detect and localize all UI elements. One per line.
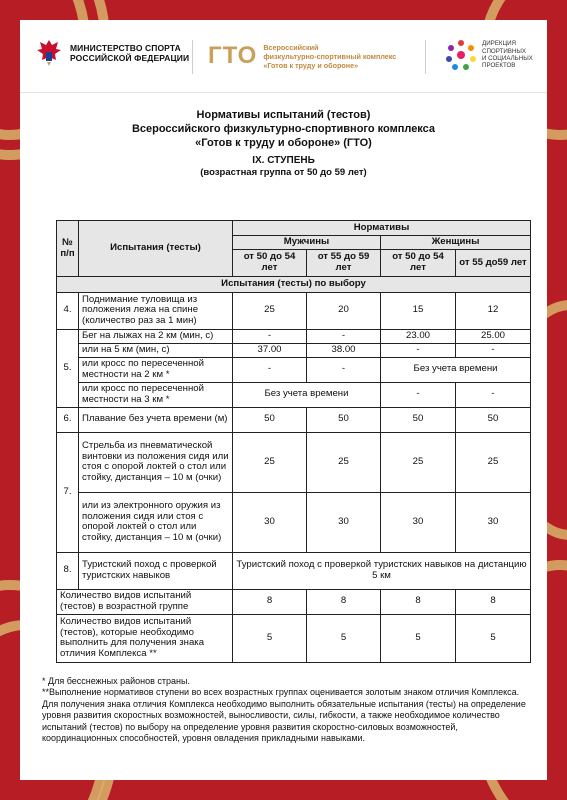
table-row: [57, 357, 531, 382]
age-group: (возрастная группа от 50 до 59 лет): [200, 167, 367, 178]
ministry-name-line: МИНИСТЕРСТВО СПОРТА: [70, 43, 181, 53]
norm-value: 25: [307, 432, 381, 492]
test-name: Бег на лыжах на 2 км (мин, с): [79, 329, 233, 343]
norm-value: 5: [307, 614, 381, 662]
norm-value: -: [381, 382, 456, 407]
norm-value: 8: [233, 589, 307, 614]
gto-subtitle-line: «Готов к труду и обороне»: [263, 60, 359, 70]
norms-table: [56, 220, 531, 663]
directorate-line: СПОРТИВНЫХ: [482, 47, 527, 55]
stage-title: IX. СТУПЕНЬ: [252, 155, 315, 166]
norm-value: -: [381, 343, 456, 357]
document-sheet: [20, 20, 547, 780]
row-number: 8.: [57, 552, 79, 589]
table-row: [57, 343, 531, 357]
table-row: [57, 432, 531, 492]
directorate-line: ДИРЕКЦИЯ: [482, 40, 516, 48]
header-norms: Нормативы: [233, 221, 531, 236]
ministry-name-line: РОССИЙСКОЙ ФЕДЕРАЦИИ: [70, 53, 190, 63]
norm-value: -: [233, 357, 307, 382]
merged-norm-value: Туристский поход с проверкой туристских навыков на дистанцию 5 км: [233, 552, 531, 589]
table-row: [57, 407, 531, 432]
test-name: Плавание без учета времени (м): [79, 407, 233, 432]
table-row: [57, 589, 531, 614]
title-line: Нормативы испытаний (тестов): [196, 109, 371, 121]
table-row: [57, 492, 531, 552]
gto-subtitle-line: Всероссийский: [263, 42, 319, 52]
norm-value: 50: [381, 407, 456, 432]
footnote: **Выполнение нормативов ступени во всех возрастных группах оценивается золотым знаком отличия Комплекса. Для получения знака отличия Комплекса необходимо выполнить обязательные испытания (тесты) на определение уровня развития скоростных возможностей, выносливости, силы, гибкости, а также необходимое количество испытаний (тестов) по выбору на определение уровня развития скоростно-силовых возможностей, координационных способностей, уровня овладения прикладными навыками.: [42, 687, 526, 744]
section-header: Испытания (тесты) по выбору: [57, 277, 531, 293]
test-name: или из электронного оружия из положения сидя или стоя с опорой локтей о стол или стойку, дистанция – 10 м (очки): [79, 492, 233, 552]
norm-value: 37.00: [233, 343, 307, 357]
norm-value: 8: [381, 589, 456, 614]
test-name: Туристский поход с проверкой туристских навыков: [79, 552, 233, 589]
header-age: от 50 до 54 лет: [381, 250, 456, 277]
norm-value: 30: [381, 492, 456, 552]
norm-value: 8: [456, 589, 531, 614]
test-name: или кросс по пересеченной местности на 2 км *: [79, 357, 233, 382]
header-age: от 50 до 54 лет: [233, 250, 307, 277]
norm-value: 50: [233, 407, 307, 432]
norm-value: 25.00: [456, 329, 531, 343]
table-row: [57, 552, 531, 589]
directorate-logo: [444, 38, 533, 72]
norm-value: 25: [233, 432, 307, 492]
row-number: 4.: [57, 292, 79, 329]
norm-value: 30: [233, 492, 307, 552]
norm-value: -: [307, 357, 381, 382]
directorate-line: ПРОЕКТОВ: [482, 62, 516, 70]
table-row: [57, 614, 531, 662]
directorate-line: И СОЦИАЛЬНЫХ: [482, 55, 533, 62]
norm-value: -: [456, 382, 531, 407]
test-name: Поднимание туловища из положения лежа на спине (количество раз за 1 мин): [79, 292, 233, 329]
norm-value: 5: [456, 614, 531, 662]
norm-value: 50: [307, 407, 381, 432]
row-number: 5.: [57, 329, 79, 407]
norm-value: 23.00: [381, 329, 456, 343]
divider: [192, 40, 193, 74]
norm-value: 5: [381, 614, 456, 662]
title-line: Всероссийского физкультурно-спортивного комплекса: [131, 123, 436, 135]
norm-value: 20: [307, 292, 381, 329]
norm-value: 8: [307, 589, 381, 614]
norm-value: 25: [233, 292, 307, 329]
norm-value: 38.00: [307, 343, 381, 357]
row-number: 7.: [57, 432, 79, 552]
eagle-emblem-icon: [36, 38, 62, 68]
norm-value: 25: [381, 432, 456, 492]
header-women: Женщины: [381, 236, 531, 250]
row-number: 6.: [57, 407, 79, 432]
test-name: или на 5 км (мин, с): [79, 343, 233, 357]
header-age: от 55 до59 лет: [456, 250, 531, 277]
logo-header: [20, 20, 547, 93]
summary-label: Количество видов испытаний (тестов), которые необходимо выполнить для получения знака отличия Комплекса **: [57, 614, 233, 662]
table-row: [57, 382, 531, 407]
table-row: [57, 292, 531, 329]
title-line: «Готов к труду и обороне» (ГТО): [195, 137, 372, 149]
header-age: от 55 до 59 лет: [307, 250, 381, 277]
footnotes: [42, 676, 532, 744]
gto-wordmark: ГТО: [208, 42, 258, 69]
test-name: или кросс по пересеченной местности на 3 км *: [79, 382, 233, 407]
ministry-logo: [36, 38, 189, 68]
summary-label: Количество видов испытаний (тестов) в возрастной группе: [57, 589, 233, 614]
header-tests: Испытания (тесты): [79, 221, 233, 277]
norm-value: 5: [233, 614, 307, 662]
norm-value: 30: [307, 492, 381, 552]
norm-value: -: [307, 329, 381, 343]
test-name: Стрельба из пневматической винтовки из положения сидя или стоя с опорой локтей о стол или стойку, дистанция – 10 м (очки): [79, 432, 233, 492]
table-row: [57, 329, 531, 343]
multicolor-star-icon: [444, 38, 478, 72]
header-men: Мужчины: [233, 236, 381, 250]
document-title-block: [20, 108, 547, 179]
gto-logo: [208, 42, 396, 70]
merged-norm-value: Без учета времени: [233, 382, 381, 407]
footnote: * Для бесснежных районов страны.: [42, 676, 190, 686]
norm-value: 25: [456, 432, 531, 492]
gto-subtitle-line: физкультурно-спортивный комплекс: [263, 51, 397, 61]
norm-value: 50: [456, 407, 531, 432]
divider: [425, 40, 426, 74]
norm-value: -: [233, 329, 307, 343]
norm-value: 30: [456, 492, 531, 552]
merged-norm-value: Без учета времени: [381, 357, 531, 382]
norm-value: -: [456, 343, 531, 357]
norm-value: 12: [456, 292, 531, 329]
norm-value: 15: [381, 292, 456, 329]
header-num: № п/п: [57, 221, 79, 277]
